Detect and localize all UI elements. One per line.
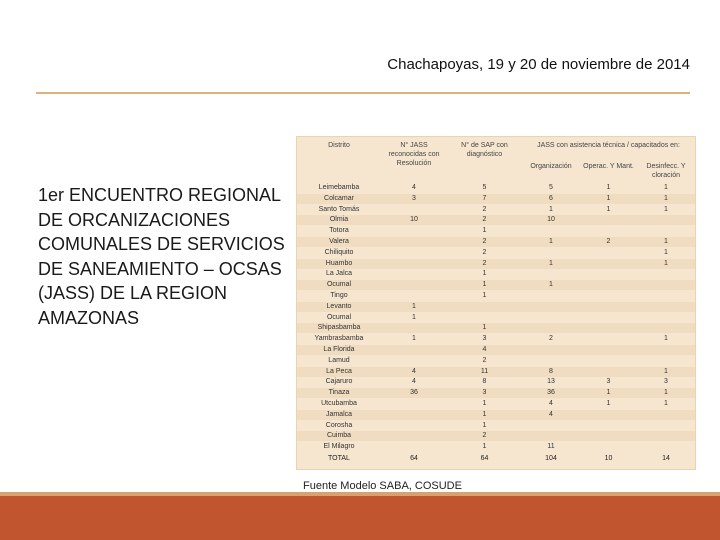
cell-sap: 1 [482, 292, 487, 299]
cell-desinfecc: 1 [664, 184, 668, 191]
cell-distrito: Totora [329, 227, 349, 235]
cell-distrito: Ocumal [326, 313, 352, 321]
cell-sap: 1 [482, 410, 487, 418]
cell-organizacion: 1 [549, 205, 553, 213]
cell-distrito: Tinaza [328, 389, 350, 397]
cell-organizacion: 8 [549, 367, 553, 375]
cell-jass: 4 [412, 184, 416, 191]
cell-sap: 5 [482, 184, 487, 191]
cell-desinfecc: 1 [664, 400, 668, 407]
cell-operac: 1 [606, 389, 611, 397]
table-row [297, 323, 695, 333]
header-divider [36, 92, 690, 94]
table-row [297, 356, 695, 366]
table-row [297, 313, 695, 323]
cell-distrito: Utcubamba [321, 400, 357, 407]
cell-organizacion: 4 [549, 410, 553, 418]
cell-operac: 1 [606, 400, 611, 407]
cell-sap: 1 [482, 443, 487, 451]
table-row [297, 291, 695, 301]
cell-sap: 2 [482, 205, 487, 213]
cell-organizacion: 2 [549, 335, 553, 343]
cell-distrito: Cuimba [326, 432, 352, 440]
cell-organizacion: 1 [549, 281, 553, 289]
cell-sap: 1 [482, 421, 487, 429]
slide-title: 1er ENCUENTRO REGIONAL DE ORCANIZACIONES COMUNALES DE SERVICIOS DE SANEAMIENTO – OCSAS (JASS) DE LA REGION AMAZONAS [38, 185, 285, 328]
header-operac-mant: Operac. Y Mant. [583, 163, 634, 170]
table-row [297, 442, 695, 452]
table-row [297, 421, 695, 431]
cell-sap: 1 [482, 324, 487, 332]
cell-sap: 2 [482, 216, 487, 224]
table-row [297, 334, 695, 344]
cell-sap: 4 [482, 346, 487, 353]
cell-desinfecc: 1 [664, 367, 668, 375]
table-row [297, 259, 695, 269]
cell-desinfecc: 1 [664, 389, 668, 397]
cell-organizacion: 1 [549, 238, 553, 245]
cell-distrito: Jamalca [325, 410, 353, 418]
cell-operac: 1 [606, 194, 611, 202]
cell-sap: 2 [482, 259, 487, 267]
table-row [297, 388, 695, 398]
cell-desinfecc: 1 [664, 238, 668, 245]
cell-sap: 1 [482, 281, 487, 289]
table-row [297, 302, 695, 312]
footer-bar [0, 496, 720, 540]
cell-desinfecc: 1 [664, 259, 668, 267]
table-row [297, 410, 695, 420]
cell-jass: 36 [410, 389, 418, 397]
table-row [297, 215, 695, 225]
cell-jass: 4 [412, 378, 416, 386]
cell-sap: 2 [482, 432, 487, 440]
cell-desinfecc: 3 [664, 378, 668, 386]
cell-operac: 2 [606, 238, 611, 245]
cell-organizacion: 13 [547, 378, 555, 386]
cell-distrito: El Milagro [323, 443, 355, 451]
total-jass: 64 [410, 455, 418, 462]
cell-distrito: Tingo [330, 292, 348, 299]
cell-distrito: Leimebamba [318, 184, 360, 191]
cell-sap: 1 [482, 270, 487, 278]
table-row [297, 248, 695, 258]
cell-distrito: Chiliquito [324, 248, 354, 256]
header-asistencia-group: JASS con asistencia técnica / capacitados en: [537, 142, 680, 149]
cell-operac: 3 [606, 378, 611, 386]
header-distrito: Distrito [328, 142, 350, 149]
cell-distrito: Shipasbamba [317, 324, 361, 332]
cell-organizacion: 10 [547, 216, 555, 224]
header-sap-diagnostico: N° de SAP con diagnóstico [461, 142, 508, 158]
table-row [297, 399, 695, 409]
total-label: TOTAL [328, 455, 350, 462]
source-note: Fuente Modelo SABA, COSUDE [303, 480, 462, 492]
total-organizacion: 104 [545, 455, 557, 462]
cell-distrito: Lamud [328, 356, 350, 364]
cell-distrito: Corosha [325, 421, 353, 429]
total-row [297, 453, 695, 465]
cell-sap: 11 [480, 367, 489, 375]
cell-organizacion: 36 [547, 389, 555, 397]
cell-jass: 1 [412, 335, 416, 343]
cell-jass: 1 [412, 313, 416, 321]
cell-sap: 3 [482, 389, 487, 397]
cell-desinfecc: 1 [664, 194, 668, 202]
cell-operac: 1 [606, 205, 611, 213]
total-sap: 64 [480, 455, 489, 462]
cell-distrito: La Florida [323, 346, 355, 353]
cell-sap: 1 [482, 400, 487, 407]
header-organizacion: Organización [530, 163, 572, 170]
cell-sap: 8 [482, 378, 487, 386]
cell-desinfecc: 1 [664, 248, 668, 256]
cell-organizacion: 11 [547, 443, 555, 451]
table-row [297, 367, 695, 377]
cell-distrito: Valera [329, 238, 349, 245]
table-row [297, 377, 695, 387]
cell-desinfecc: 1 [664, 335, 668, 343]
cell-distrito: Levanto [326, 302, 352, 310]
cell-distrito: Ocumal [326, 281, 352, 289]
cell-distrito: Santo Tomás [318, 205, 360, 213]
cell-distrito: Colcamar [324, 194, 354, 202]
cell-distrito: Huambo [325, 259, 353, 267]
cell-sap: 1 [482, 227, 487, 235]
table-row [297, 345, 695, 355]
date-line: Chachapoyas, 19 y 20 de noviembre de 2014 [387, 56, 690, 73]
cell-jass: 3 [412, 194, 416, 202]
cell-distrito: Yambrasbamba [314, 335, 364, 343]
table-row [297, 237, 695, 247]
cell-jass: 4 [412, 367, 416, 375]
cell-organizacion: 1 [549, 259, 553, 267]
cell-distrito: Olmia [329, 216, 349, 224]
table-row [297, 226, 695, 236]
total-desinfecc: 14 [662, 455, 670, 462]
cell-operac: 1 [606, 184, 611, 191]
table-row [297, 194, 695, 204]
cell-distrito: La Peca [326, 367, 352, 375]
cell-sap: 2 [482, 248, 487, 256]
cell-sap: 2 [482, 238, 487, 245]
table-row [297, 205, 695, 215]
cell-distrito: Cajaruro [325, 378, 353, 386]
cell-organizacion: 6 [549, 194, 553, 202]
table-row [297, 431, 695, 441]
header-jass-reconocidas: N° JASS reconocidas con Resolución [388, 142, 440, 167]
table-row [297, 269, 695, 279]
cell-organizacion: 5 [549, 184, 553, 191]
cell-jass: 1 [412, 302, 416, 310]
data-table [296, 136, 696, 470]
table-row [297, 183, 695, 193]
cell-distrito: La Jalca [325, 270, 353, 278]
cell-sap: 7 [482, 194, 487, 202]
header-desinfecc: Desinfecc. Y cloración [646, 163, 686, 179]
cell-sap: 2 [482, 356, 487, 364]
table-row [297, 280, 695, 290]
cell-desinfecc: 1 [664, 205, 668, 213]
cell-jass: 10 [410, 216, 418, 224]
cell-sap: 3 [482, 335, 487, 343]
total-operac: 10 [604, 455, 613, 462]
cell-organizacion: 4 [549, 400, 553, 407]
